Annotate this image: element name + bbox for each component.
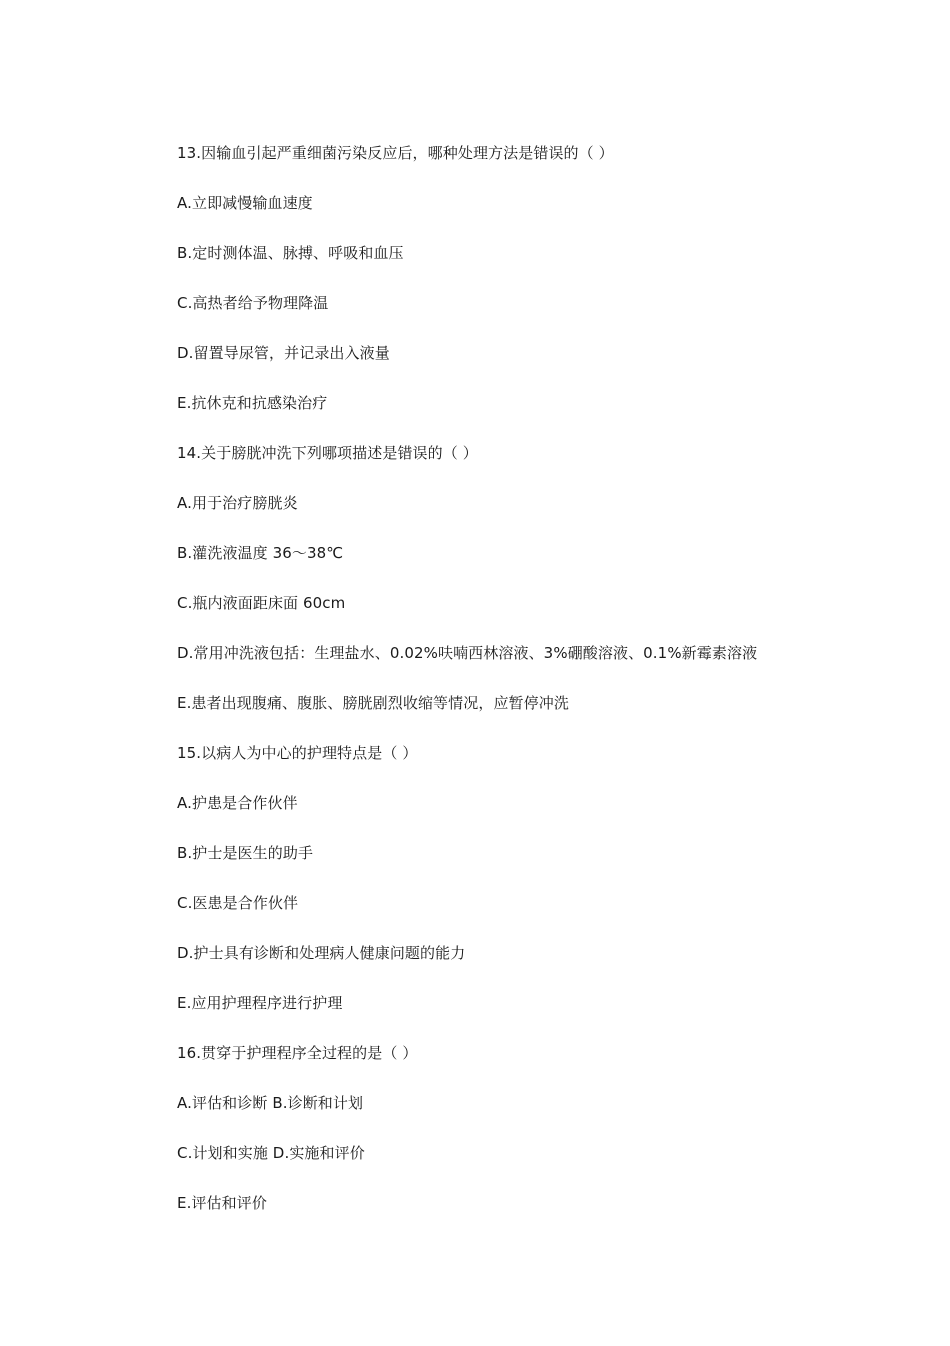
- answer-option: D.护士具有诊断和处理病人健康问题的能力: [177, 944, 466, 962]
- answer-option: C.医患是合作伙伴: [177, 894, 299, 912]
- question-stem: 16.贯穿于护理程序全过程的是（ ）: [177, 1044, 418, 1062]
- answer-option: E.应用护理程序进行护理: [177, 994, 343, 1012]
- question-stem: 13.因输血引起严重细菌污染反应后，哪种处理方法是错误的（ ）: [177, 144, 614, 162]
- answer-option: E.患者出现腹痛、腹胀、膀胱剧烈收缩等情况，应暂停冲洗: [177, 694, 569, 712]
- question-list: [177, 140, 917, 1240]
- question-stem: 14.关于膀胱冲洗下列哪项描述是错误的（ ）: [177, 444, 478, 462]
- answer-option: B.定时测体温、脉搏、呼吸和血压: [177, 244, 404, 262]
- answer-option: A.护患是合作伙伴: [177, 794, 298, 812]
- answer-option: B.灌洗液温度 36～38℃: [177, 544, 344, 562]
- answer-option: B.护士是医生的助手: [177, 844, 314, 862]
- answer-option: A.评估和诊断 B.诊断和计划: [177, 1094, 364, 1112]
- answer-option: D.留置导尿管，并记录出入液量: [177, 344, 390, 362]
- answer-option: A.用于治疗膀胱炎: [177, 494, 298, 512]
- question-stem: 15.以病人为中心的护理特点是（ ）: [177, 744, 418, 762]
- answer-option: C.高热者给予物理降温: [177, 294, 329, 312]
- answer-option: E.抗休克和抗感染治疗: [177, 394, 328, 412]
- answer-option: D.常用冲洗液包括：生理盐水、0.02%呋喃西林溶液、3%硼酸溶液、0.1%新霉素溶液: [177, 644, 758, 662]
- answer-option: E.评估和评价: [177, 1194, 267, 1212]
- answer-option: C.计划和实施 D.实施和评价: [177, 1144, 365, 1162]
- answer-option: A.立即减慢输血速度: [177, 194, 313, 212]
- answer-option: C.瓶内液面距床面 60cm: [177, 594, 346, 612]
